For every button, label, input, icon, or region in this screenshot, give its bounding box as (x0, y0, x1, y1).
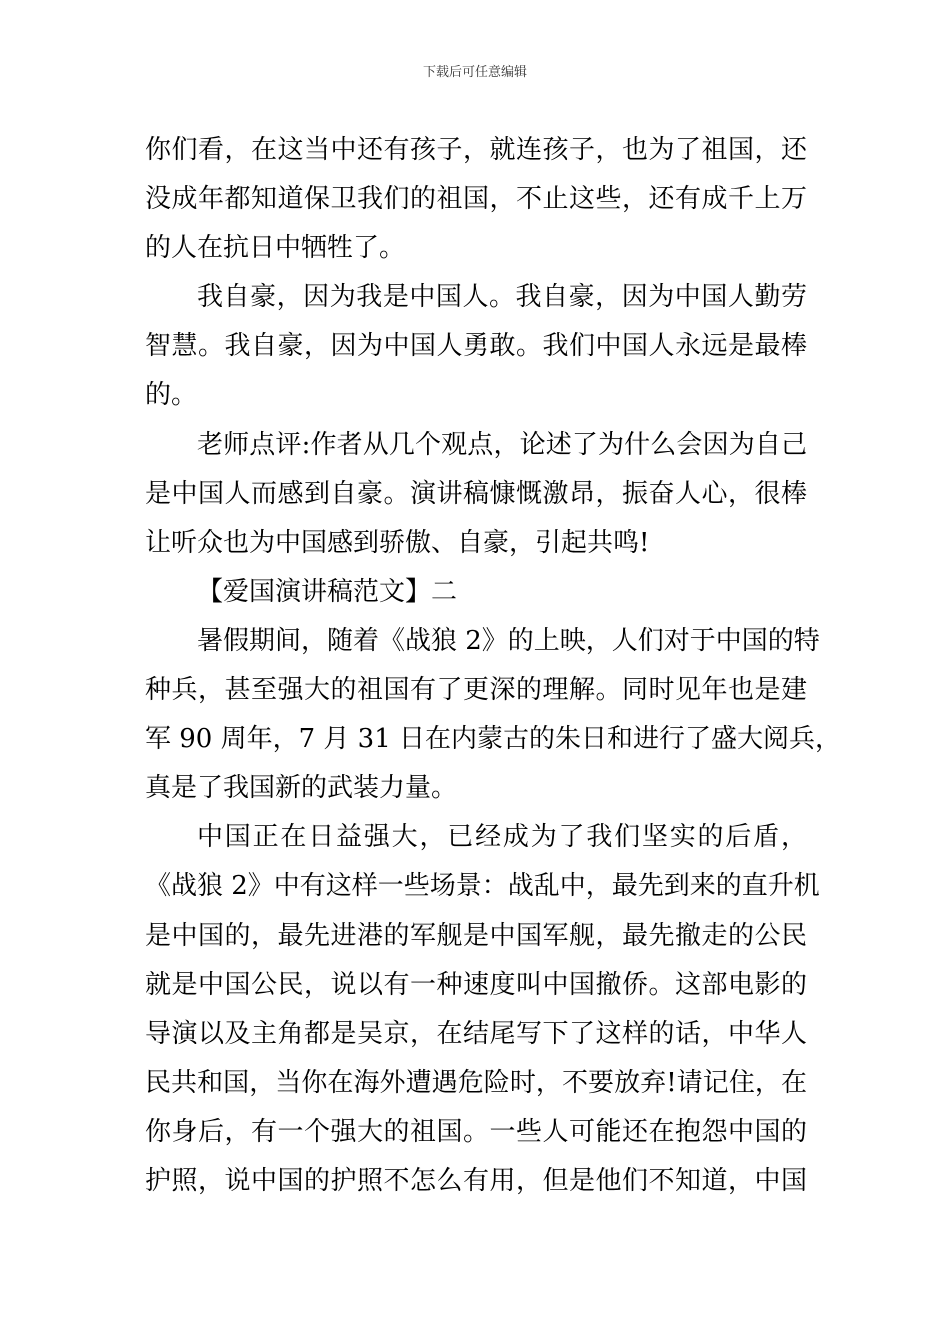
paragraph (145, 617, 842, 813)
text-line: 是中国的，最先进港的军舰是中国军舰，最先撤走的公民 (145, 920, 807, 951)
page-header: 下载后可任意编辑 (422, 65, 527, 80)
text-line: 真是了我国新的武装力量。 (145, 773, 458, 804)
text-line: 中国正在日益强大，已经成为了我们坚实的后盾， (197, 822, 807, 853)
text-line: 你们看，在这当中还有孩子，就连孩子，也为了祖国，还 (145, 135, 807, 165)
text-line: 民共和国，当你在海外遭遇危险时，不要放弃!请记住，在 (145, 1067, 807, 1098)
text-line: 你身后，有一个强大的祖国。一些人可能还在抱怨中国的 (145, 1116, 807, 1147)
document-body (145, 126, 842, 1206)
text-line: 《战狼 2》中有这样一些场景：战乱中，最先到来的直升机 (145, 871, 820, 902)
text-line: 就是中国公民，说以有一种速度叫中国撤侨。这部电影的 (145, 969, 807, 1000)
text-line: 是中国人而感到自豪。演讲稿慷慨激昂，振奋人心，很棒 (145, 478, 807, 509)
paragraph (145, 273, 807, 420)
text-line: 智慧。我自豪，因为中国人勇敢。我们中国人永远是最棒 (145, 331, 807, 362)
text-line: 暑假期间，随着《战狼 2》的上映，人们对于中国的特 (197, 625, 820, 656)
paragraph (145, 126, 807, 273)
text-line: 的人在抗日中牺牲了。 (145, 233, 406, 264)
text-line: 的。 (145, 380, 198, 411)
text-line: 军 90 周年，7 月 31 日在内蒙古的朱日和进行了盛大阅兵， (145, 724, 842, 755)
text-line: 没成年都知道保卫我们的祖国，不止这些，还有成千上万 (145, 184, 807, 215)
text-line: 种兵，甚至强大的祖国有了更深的理解。同时见年也是建 (145, 675, 807, 706)
text-line: 【爱国演讲稿范文】二 (197, 576, 458, 607)
paragraph (145, 813, 820, 1206)
text-line: 我自豪，因为我是中国人。我自豪，因为中国人勤劳 (197, 282, 807, 313)
text-line: 导演以及主角都是吴京，在结尾写下了这样的话，中华人 (145, 1018, 807, 1049)
text-line: 让听众也为中国感到骄傲、自豪，引起共鸣! (145, 527, 650, 558)
paragraph (145, 421, 807, 568)
section-heading (145, 568, 807, 617)
text-line: 护照，说中国的护照不怎么有用，但是他们不知道，中国 (145, 1165, 807, 1196)
text-line: 老师点评:作者从几个观点，论述了为什么会因为自己 (197, 429, 807, 460)
